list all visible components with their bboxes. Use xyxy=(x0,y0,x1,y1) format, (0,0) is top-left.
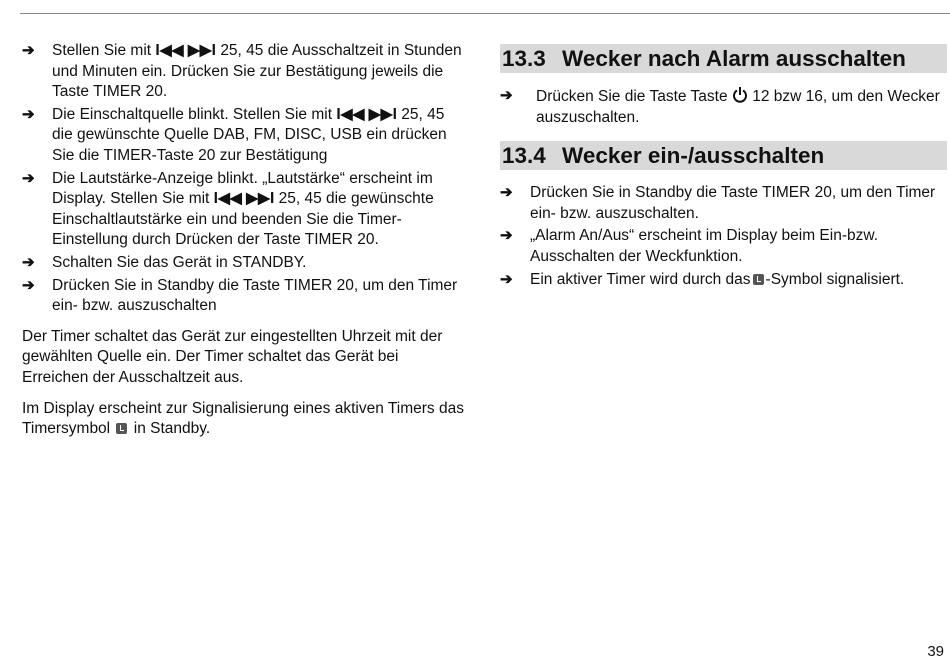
arrow-icon: ➔ xyxy=(22,169,35,187)
text: Ein aktiver Timer wird durch das xyxy=(530,270,751,288)
text: Die Einschaltquelle blinkt. Stellen Sie mit xyxy=(52,105,332,123)
instruction-list xyxy=(500,86,947,128)
skip-buttons-symbol: I◀◀ ▶▶I xyxy=(336,105,397,123)
section-number: 13.3 xyxy=(502,46,546,71)
arrow-icon: ➔ xyxy=(22,253,35,271)
text: 25, 45 die gewünschte Einschaltlautstärke ein und beenden Sie die Timer-Einstellung durch Drücken der Taste TIMER 20. xyxy=(52,190,434,249)
text: Stellen Sie mit xyxy=(52,42,152,59)
text: -Symbol signalisiert. xyxy=(765,270,905,288)
text: Drücken Sie in Standby die Taste TIMER 20, um den Timer ein- bzw. auszuschalten. xyxy=(530,184,936,222)
arrow-icon: ➔ xyxy=(22,105,35,123)
arrow-icon: ➔ xyxy=(22,276,35,294)
text: in Standby. xyxy=(133,420,211,438)
skip-buttons-symbol: I◀◀ ▶▶I xyxy=(213,190,275,208)
list-item xyxy=(500,226,947,267)
text: 25, 45 die gewünschte Quelle DAB, FM, DISC, USB ein drücken Sie die TIMER-Taste 20 zur Bestätigung xyxy=(52,105,447,164)
timer-icon xyxy=(753,274,764,285)
right-column xyxy=(500,44,947,292)
arrow-icon: ➔ xyxy=(500,270,513,288)
list-item xyxy=(500,86,947,128)
text: 25, 45 die Ausschaltzeit in Stunden und Minuten ein. Drücken Sie zur Bestätigung jeweils die Taste TIMER 20. xyxy=(52,42,462,101)
skip-buttons-symbol: I◀◀ ▶▶I xyxy=(155,42,216,59)
list-item xyxy=(22,169,467,251)
paragraph: Der Timer schaltet das Gerät zur eingestellten Uhrzeit mit der gewählten Quelle ein. Der Timer schaltet das Gerät bei Erreichen der Ausschaltzeit aus. xyxy=(22,327,443,386)
list-item xyxy=(500,270,947,291)
top-rule xyxy=(20,13,950,14)
page-number: 39 xyxy=(927,643,944,660)
text: Drücken Sie in Standby die Taste TIMER 20, um den Timer ein- bzw. auszuschalten xyxy=(52,276,458,315)
list-item xyxy=(22,253,467,274)
instruction-list xyxy=(500,183,947,290)
text: Die Lautstärke-Anzeige blinkt. „Lautstärke“ erscheint im Display. Stellen Sie mit xyxy=(52,169,433,208)
left-column xyxy=(22,41,467,440)
text: „Alarm An/Aus“ erscheint im Display beim Ein-bzw. Ausschalten der Weckfunktion. xyxy=(530,227,879,265)
list-item xyxy=(22,276,467,317)
arrow-icon: ➔ xyxy=(500,87,513,104)
section-title: Wecker ein-/ausschalten xyxy=(562,143,825,169)
arrow-icon: ➔ xyxy=(500,227,513,245)
text: Drücken Sie die Taste Taste xyxy=(536,88,728,105)
text: 12 bzw 16, um den Wecker auszuschalten. xyxy=(536,88,940,126)
text: Im Display erscheint zur Signalisierung eines aktiven Timers das Timersymbol xyxy=(22,399,464,438)
list-item xyxy=(500,183,947,224)
arrow-icon: ➔ xyxy=(22,42,35,59)
timer-icon xyxy=(116,423,127,434)
section-number: 13.4 xyxy=(502,143,546,169)
text: Schalten Sie das Gerät in STANDBY. xyxy=(52,253,307,271)
power-icon xyxy=(732,86,748,103)
paragraph xyxy=(22,399,467,440)
section-title: Wecker nach Alarm ausschalten xyxy=(562,46,906,71)
instruction-list xyxy=(22,41,467,317)
list-item xyxy=(22,41,467,103)
section-heading xyxy=(500,141,947,170)
section-heading xyxy=(500,44,947,73)
arrow-icon: ➔ xyxy=(500,184,513,202)
list-item xyxy=(22,105,467,167)
